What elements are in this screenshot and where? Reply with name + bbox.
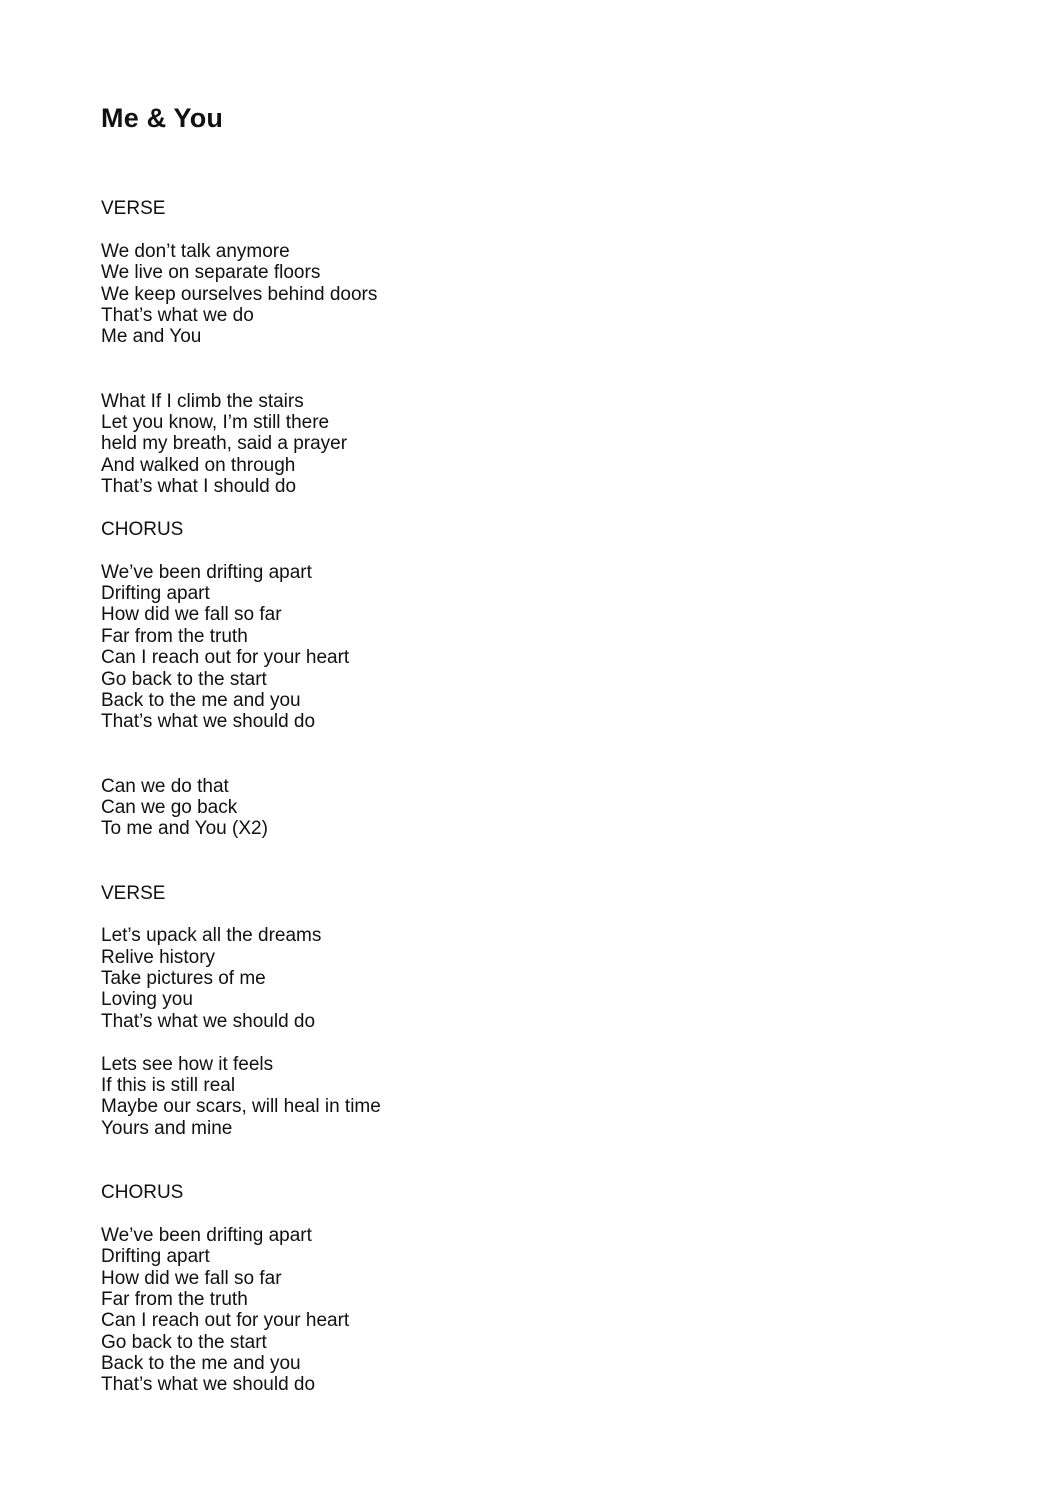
lyric-line: That’s what we should do bbox=[101, 1374, 316, 1396]
lyric-line: Can we go back bbox=[101, 796, 238, 818]
lyric-line: Go back to the start bbox=[101, 668, 267, 690]
lyric-line: That’s what we do bbox=[101, 304, 254, 326]
lyric-line: Go back to the start bbox=[101, 1331, 267, 1353]
lyric-line: What If I climb the stairs bbox=[101, 390, 304, 412]
lyric-line: How did we fall so far bbox=[101, 1267, 282, 1289]
lyric-line: Me and You bbox=[101, 326, 202, 348]
blank-line bbox=[101, 1203, 381, 1224]
lyrics-page bbox=[101, 98, 1001, 1396]
lyric-line: If this is still real bbox=[101, 1075, 236, 1097]
section-heading: VERSE bbox=[101, 198, 166, 219]
lyric-line: Lets see how it feels bbox=[101, 1053, 274, 1075]
blank-line bbox=[101, 219, 381, 240]
section-heading: VERSE bbox=[101, 882, 166, 904]
lyric-line: Loving you bbox=[101, 989, 193, 1011]
lyric-line: Maybe our scars, will heal in time bbox=[101, 1096, 381, 1118]
blank-line bbox=[101, 540, 381, 561]
lyric-line: We don’t talk anymore bbox=[101, 240, 290, 262]
lyric-line: Can we do that bbox=[101, 775, 229, 797]
blank-line bbox=[101, 1161, 381, 1182]
blank-line bbox=[101, 497, 381, 518]
lyric-line: Relive history bbox=[101, 946, 216, 968]
lyric-line: Far from the truth bbox=[101, 1288, 248, 1310]
blank-line bbox=[101, 1139, 381, 1160]
lyric-line: And walked on through bbox=[101, 454, 296, 476]
lyric-line: We keep ourselves behind doors bbox=[101, 283, 378, 305]
section-heading: CHORUS bbox=[101, 1181, 184, 1203]
lyrics-body bbox=[101, 198, 381, 1396]
lyric-line: Drifting apart bbox=[101, 1246, 210, 1268]
blank-line bbox=[101, 754, 381, 775]
lyric-line: Can I reach out for your heart bbox=[101, 647, 350, 669]
lyric-line: Let you know, I’m still there bbox=[101, 411, 330, 433]
lyric-line: held my breath, said a prayer bbox=[101, 433, 348, 455]
blank-line bbox=[101, 348, 381, 369]
lyric-line: How did we fall so far bbox=[101, 604, 282, 626]
lyric-line: That’s what we should do bbox=[101, 711, 316, 733]
lyric-line: Far from the truth bbox=[101, 625, 248, 647]
blank-line bbox=[101, 840, 381, 861]
section-heading: CHORUS bbox=[101, 518, 184, 540]
lyric-line: That’s what we should do bbox=[101, 1010, 316, 1032]
lyric-line: Take pictures of me bbox=[101, 968, 266, 990]
blank-line bbox=[101, 1032, 381, 1053]
lyric-line: To me and You (X2) bbox=[101, 818, 268, 840]
lyric-line: We’ve been drifting apart bbox=[101, 561, 312, 583]
lyric-line: Drifting apart bbox=[101, 583, 210, 605]
lyric-line: That’s what I should do bbox=[101, 476, 297, 498]
song-title: Me & You bbox=[101, 103, 224, 133]
lyric-line: Can I reach out for your heart bbox=[101, 1310, 350, 1332]
lyric-line: Yours and mine bbox=[101, 1117, 233, 1139]
lyric-line: We’ve been drifting apart bbox=[101, 1224, 312, 1246]
blank-line bbox=[101, 904, 381, 925]
lyric-line: Let’s upack all the dreams bbox=[101, 925, 322, 947]
blank-line bbox=[101, 733, 381, 754]
lyric-line: Back to the me and you bbox=[101, 689, 301, 711]
blank-line bbox=[101, 369, 381, 390]
lyric-line: Back to the me and you bbox=[101, 1353, 301, 1375]
blank-line bbox=[101, 861, 381, 882]
lyric-line: We live on separate floors bbox=[101, 262, 321, 284]
